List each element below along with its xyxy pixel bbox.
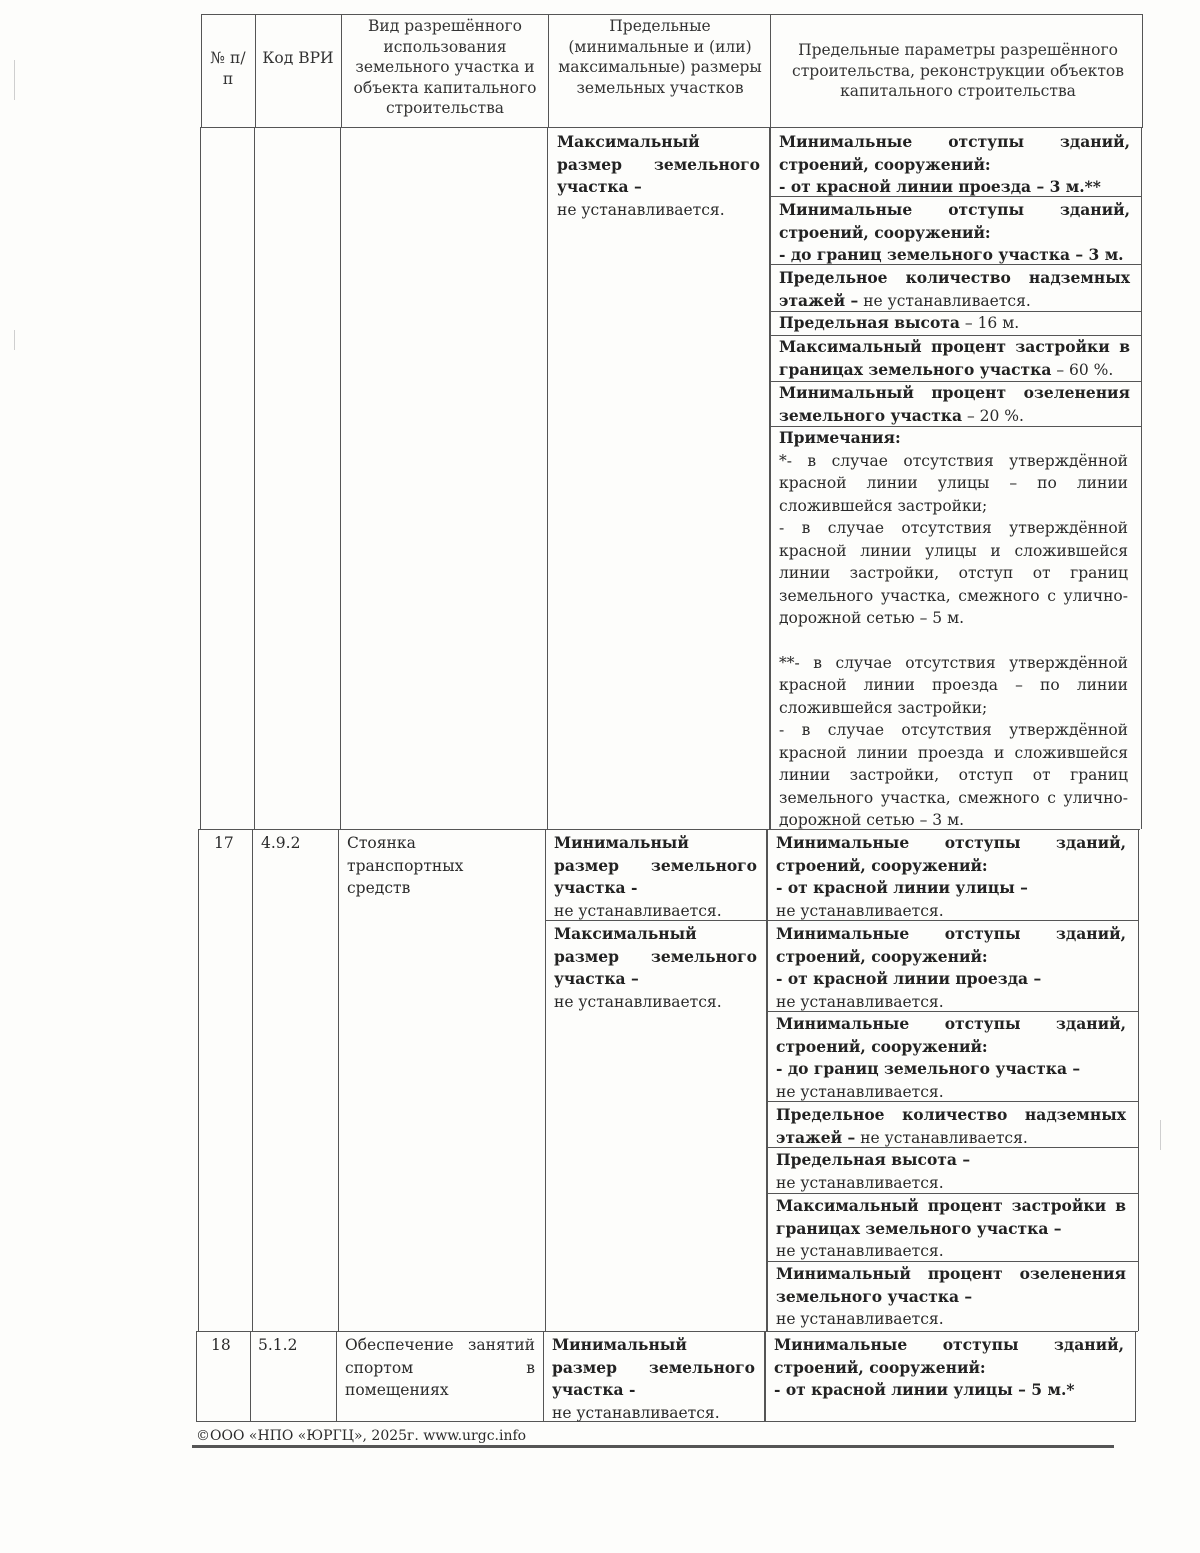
scan-mark xyxy=(14,60,15,100)
param-height xyxy=(776,1149,1126,1194)
row-code: 5.1.2 xyxy=(258,1336,298,1354)
param-label: Минимальные отступы зданий, строений, сооружений: xyxy=(779,200,1130,242)
param-setback-boundary xyxy=(779,199,1130,267)
header-col-use-type: Вид разрешённого использования земельного участка и объекта капитального строительства xyxy=(353,17,537,117)
plot-size-value: не устанавливается. xyxy=(554,992,722,1011)
plot-size-label: Максимальный размер земельного участка – xyxy=(557,132,760,196)
plot-size-label: Максимальный размер земельного участка – xyxy=(554,924,757,988)
param-setback-passage xyxy=(779,131,1130,199)
plot-size-min-cell xyxy=(552,1334,755,1424)
param-value: не устанавливается. xyxy=(776,901,944,920)
param-value: – 16 м. xyxy=(964,314,1020,332)
param-sub: - от красной линии проезда – xyxy=(776,969,1042,988)
param-greening xyxy=(779,382,1130,427)
param-setback-passage xyxy=(776,923,1126,1013)
param-built-up xyxy=(776,1195,1126,1263)
plot-size-value: не устанавливается. xyxy=(557,200,725,219)
param-setback-boundary xyxy=(776,1013,1126,1103)
param-sub: - от красной линии улицы – xyxy=(776,878,1028,897)
param-sub: - до границ земельного участка – xyxy=(776,1059,1081,1078)
param-value: не устанавливается. xyxy=(776,1082,944,1101)
header-col-number: № п/п xyxy=(210,49,246,88)
param-label: Предельная высота – xyxy=(776,1150,971,1169)
param-value: - до границ земельного участка – 3 м. xyxy=(779,245,1124,264)
param-value: не устанавливается. xyxy=(776,1310,944,1328)
note-item: - в случае отсутствия утверждённой красной линии проезда и сложившейся линии застройки, отступ от границ земельного участка, смежного с улично-дорожной сетью – 3 м. xyxy=(779,721,1128,829)
param-built-up xyxy=(779,336,1130,381)
param-height xyxy=(779,312,1130,335)
param-label: Минимальный процент озеленения земельного участка – xyxy=(776,1264,1126,1306)
header-col-code: Код ВРИ xyxy=(262,49,334,67)
notes-cell xyxy=(779,427,1128,832)
param-floors xyxy=(779,267,1130,312)
footer-rule xyxy=(192,1445,1114,1448)
param-floors xyxy=(776,1104,1126,1149)
row-number: 17 xyxy=(214,834,234,852)
param-label: Минимальные отступы зданий, строений, сооружений: xyxy=(774,1335,1124,1377)
note-item: - в случае отсутствия утверждённой красной линии улицы и сложившейся линии застройки, отступ от границ земельного участка, смежного с улично-дорожной сетью – 5 м. xyxy=(779,519,1128,627)
plot-size-label: Минимальный размер земельного участка - xyxy=(552,1335,755,1399)
header-col-plot-size: Предельные (минимальные и (или) максимальные) размеры земельных участков xyxy=(558,17,762,97)
param-value: не устанавливается. xyxy=(863,291,1031,310)
param-value: не устанавливается. xyxy=(776,992,944,1011)
param-label: Предельное количество надземных этажей – xyxy=(779,268,1130,310)
param-label: Минимальные отступы зданий, строений, сооружений: xyxy=(776,1014,1126,1056)
header-col-parameters: Предельные параметры разрешённого строительства, реконструкции объектов капитального строительства xyxy=(792,41,1124,100)
param-label: Максимальный процент застройки в границах земельного участка – xyxy=(776,1196,1126,1238)
note-item: **- в случае отсутствия утверждённой красной линии проезда – по линии сложившейся застройки; xyxy=(779,653,1128,717)
param-value: - от красной линии проезда – 3 м.** xyxy=(779,177,1101,196)
param-setback-street xyxy=(776,832,1126,922)
notes-title: Примечания: xyxy=(779,428,901,447)
row-number: 18 xyxy=(211,1336,231,1354)
param-value: – 20 %. xyxy=(966,406,1024,425)
plot-size-value: не устанавливается. xyxy=(552,1403,720,1422)
plot-size-label: Минимальный размер земельного участка - xyxy=(554,833,757,897)
plot-size-min-cell xyxy=(554,832,757,922)
row-use-name: Стоянка транспортных средств xyxy=(347,834,464,897)
note-item: *- в случае отсутствия утверждённой красной линии улицы – по линии сложившейся застройки; xyxy=(779,451,1128,515)
param-label: Минимальные отступы зданий, строений, сооружений: xyxy=(776,924,1126,966)
row-use-name: Обеспечение занятий спортом в помещениях xyxy=(345,1336,535,1399)
param-value: не устанавливается. xyxy=(776,1173,944,1192)
param-label: Минимальный процент озеленения земельного участка xyxy=(779,383,1130,425)
param-label: Минимальные отступы зданий, строений, сооружений: xyxy=(776,833,1126,875)
param-label: Предельная высота xyxy=(779,313,960,332)
plot-size-value: не устанавливается. xyxy=(554,901,722,920)
param-greening xyxy=(776,1263,1126,1331)
param-value: не устанавливается. xyxy=(776,1242,944,1260)
scan-mark xyxy=(14,330,15,350)
param-setback-street xyxy=(774,1334,1124,1402)
param-label: Предельное количество надземных этажей – xyxy=(776,1105,1126,1147)
param-label: Максимальный процент застройки в границах земельного участка xyxy=(779,337,1130,379)
row-code: 4.9.2 xyxy=(261,834,301,852)
plot-size-max-cell xyxy=(557,131,760,221)
plot-size-max-cell xyxy=(554,923,757,1013)
footer-copyright: ©ООО «НПО «ЮРГЦ», 2025г. www.urgc.info xyxy=(196,1428,527,1444)
param-value: не устанавливается. xyxy=(860,1128,1028,1147)
param-sub: - от красной линии улицы – 5 м.* xyxy=(774,1380,1075,1399)
param-value: – 60 %. xyxy=(1056,360,1114,379)
param-label: Минимальные отступы зданий, строений, сооружений: xyxy=(779,132,1130,174)
scan-mark xyxy=(1160,1120,1161,1150)
